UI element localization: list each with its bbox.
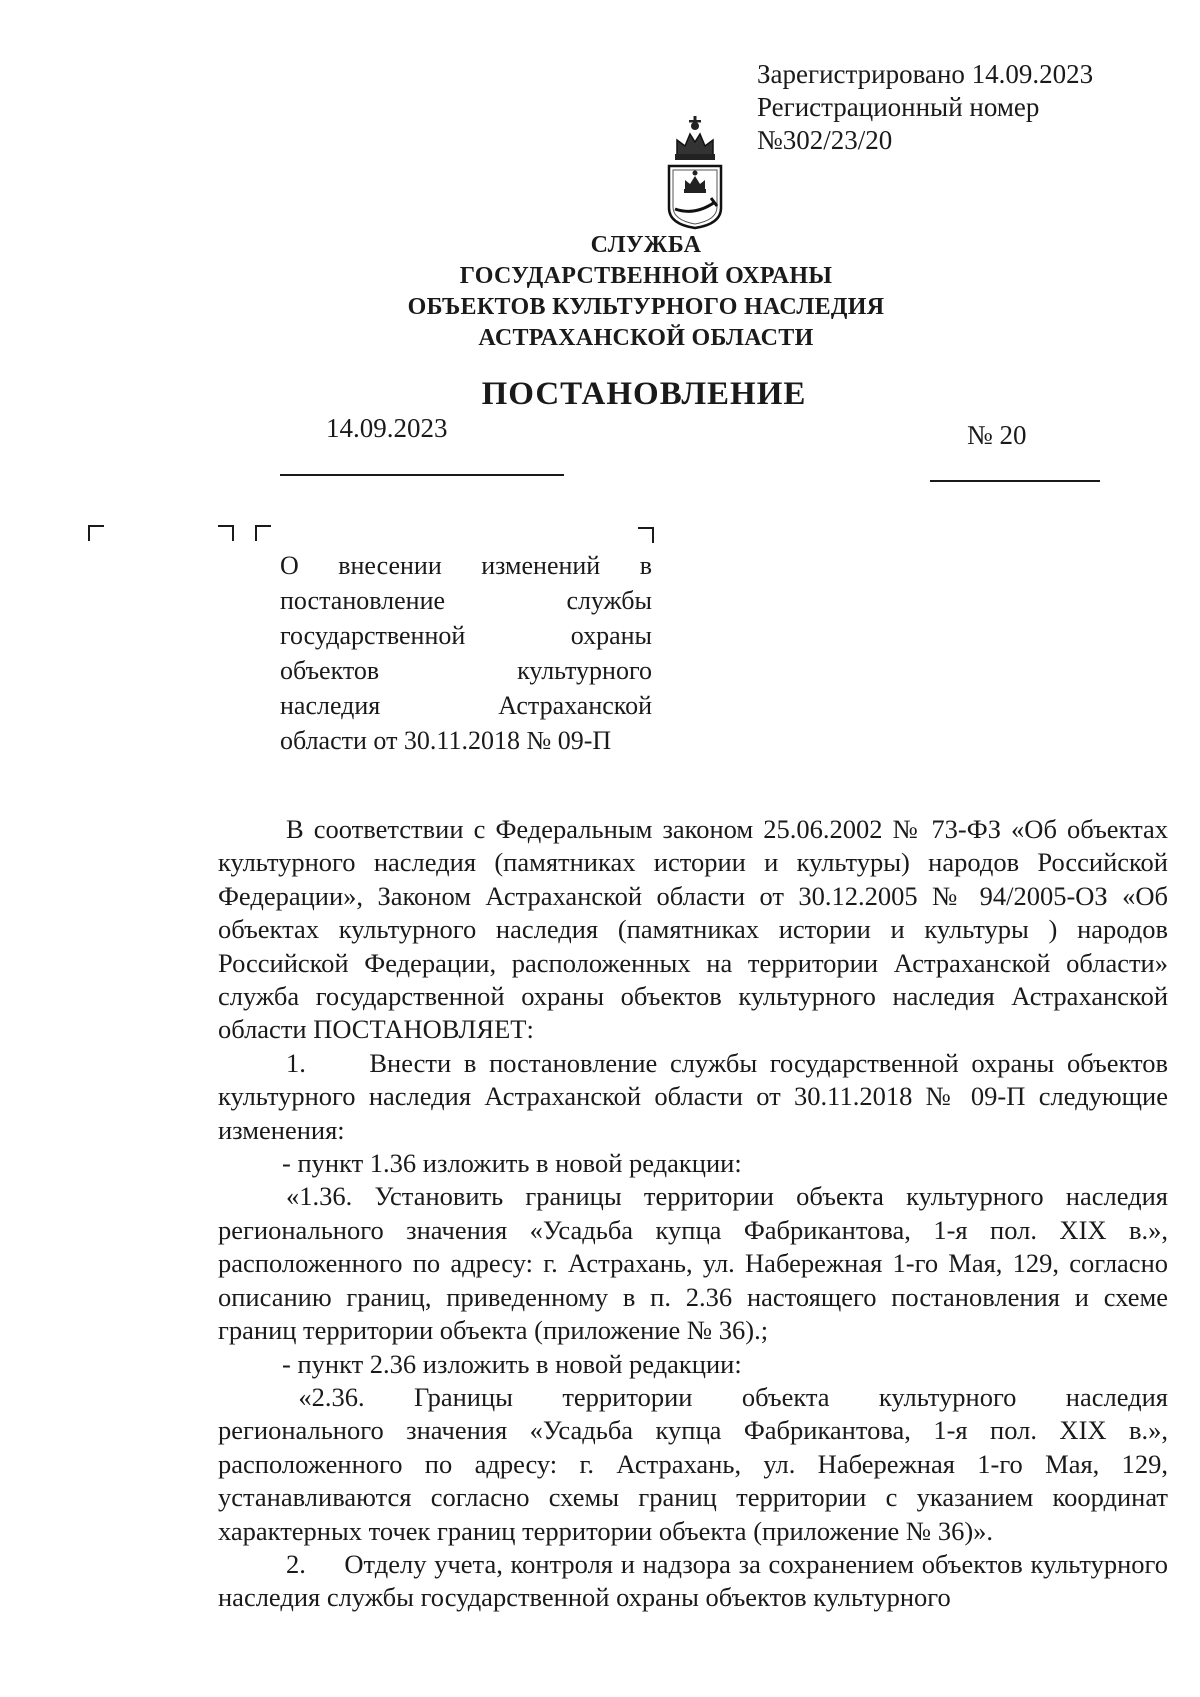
registration-date: Зарегистрировано 14.09.2023 <box>757 59 1094 89</box>
subject-corner-left <box>255 525 271 541</box>
paragraph-item-1: 1. Внести в постановление службы государственной охраны объектов культурного наследия Астраханской области от 30.11.2018 № 09-П следующие изменения: <box>218 1047 1175 1145</box>
subject-line: постановление службы <box>280 586 652 615</box>
corner-mark-right <box>218 525 234 541</box>
document-body <box>218 813 1175 1615</box>
registration-number: №302/23/20 <box>757 125 893 155</box>
organization-line-1: СЛУЖБА <box>590 232 702 258</box>
organization-line-2: ГОСУДАРСТВЕННОЙ ОХРАНЫ <box>459 263 833 289</box>
document-date: 14.09.2023 <box>326 413 448 443</box>
corner-mark-left <box>88 525 104 541</box>
paragraph-clause-1-36: «1.36. Установить границы территории объекта культурного наследия регионального значения «Усадьба купца Фабрикантова, 1-я пол. XIX в.», расположенного по адресу: г. Астрахань, ул. Набережная 1-го Мая, 129, согласно описанию границ, приведенному в п. 2.36 настоящего постановления и схеме границ территории объекта (приложение № 36).; <box>218 1181 1168 1346</box>
paragraph-subitem-1-36: - пункт 1.36 изложить в новой редакции: <box>282 1148 742 1179</box>
organization-title <box>0 230 1200 354</box>
subject-line: О внесении изменений в <box>280 551 652 580</box>
document-number: № 20 <box>967 420 1027 450</box>
paragraph-clause-2-36: «2.36. Границы территории объекта культурного наследия регионального значения «Усадьба купца Фабрикантова, 1-я пол. XIX в.», расположенного по адресу: г. Астрахань, ул. Набережная 1-го Мая, 129, устанавливаются согласно схемы границ территории с указанием координат характерных точек границ территории объекта (приложение № 36)». <box>218 1381 1175 1546</box>
subject-line: области от 30.11.2018 № 09-П <box>280 726 612 755</box>
registration-number-label: Регистрационный номер <box>757 92 1040 122</box>
subject-line: государственной охраны <box>280 621 652 650</box>
organization-line-4: АСТРАХАНСКОЙ ОБЛАСТИ <box>478 325 814 351</box>
astrakhan-coat-of-arms-icon <box>655 112 735 232</box>
number-underline <box>930 480 1100 482</box>
subject-line: объектов культурного <box>280 656 652 685</box>
paragraph-preamble: В соответствии с Федеральным законом 25.06.2002 № 73-ФЗ «Об объектах культурного наследия (памятниках истории и культуры) народов Российской Федерации», Законом Астраханской области от 30.12.2005 № 94/2005-ОЗ «Об объектах культурного наследия (памятниках истории и культуры ) народов Российской Федерации, расположенных на территории Астраханской области» служба государственной охраны объектов культурного наследия Астраханской области ПОСТАНОВЛЯЕТ: <box>218 814 1168 1045</box>
document-type: ПОСТАНОВЛЕНИЕ <box>481 376 807 412</box>
subject-corner-right <box>638 527 654 543</box>
paragraph-subitem-2-36: - пункт 2.36 изложить в новой редакции: <box>282 1348 742 1379</box>
document-subject <box>280 548 652 758</box>
registration-stamp <box>757 58 1093 157</box>
paragraph-item-2: 2. Отделу учета, контроля и надзора за сохранением объектов культурного наследия службы государственной охраны объектов культурного <box>218 1548 1175 1613</box>
organization-line-3: ОБЪЕКТОВ КУЛЬТУРНОГО НАСЛЕДИЯ <box>407 294 885 320</box>
date-underline <box>280 474 564 476</box>
subject-line: наследия Астраханской <box>280 691 652 720</box>
